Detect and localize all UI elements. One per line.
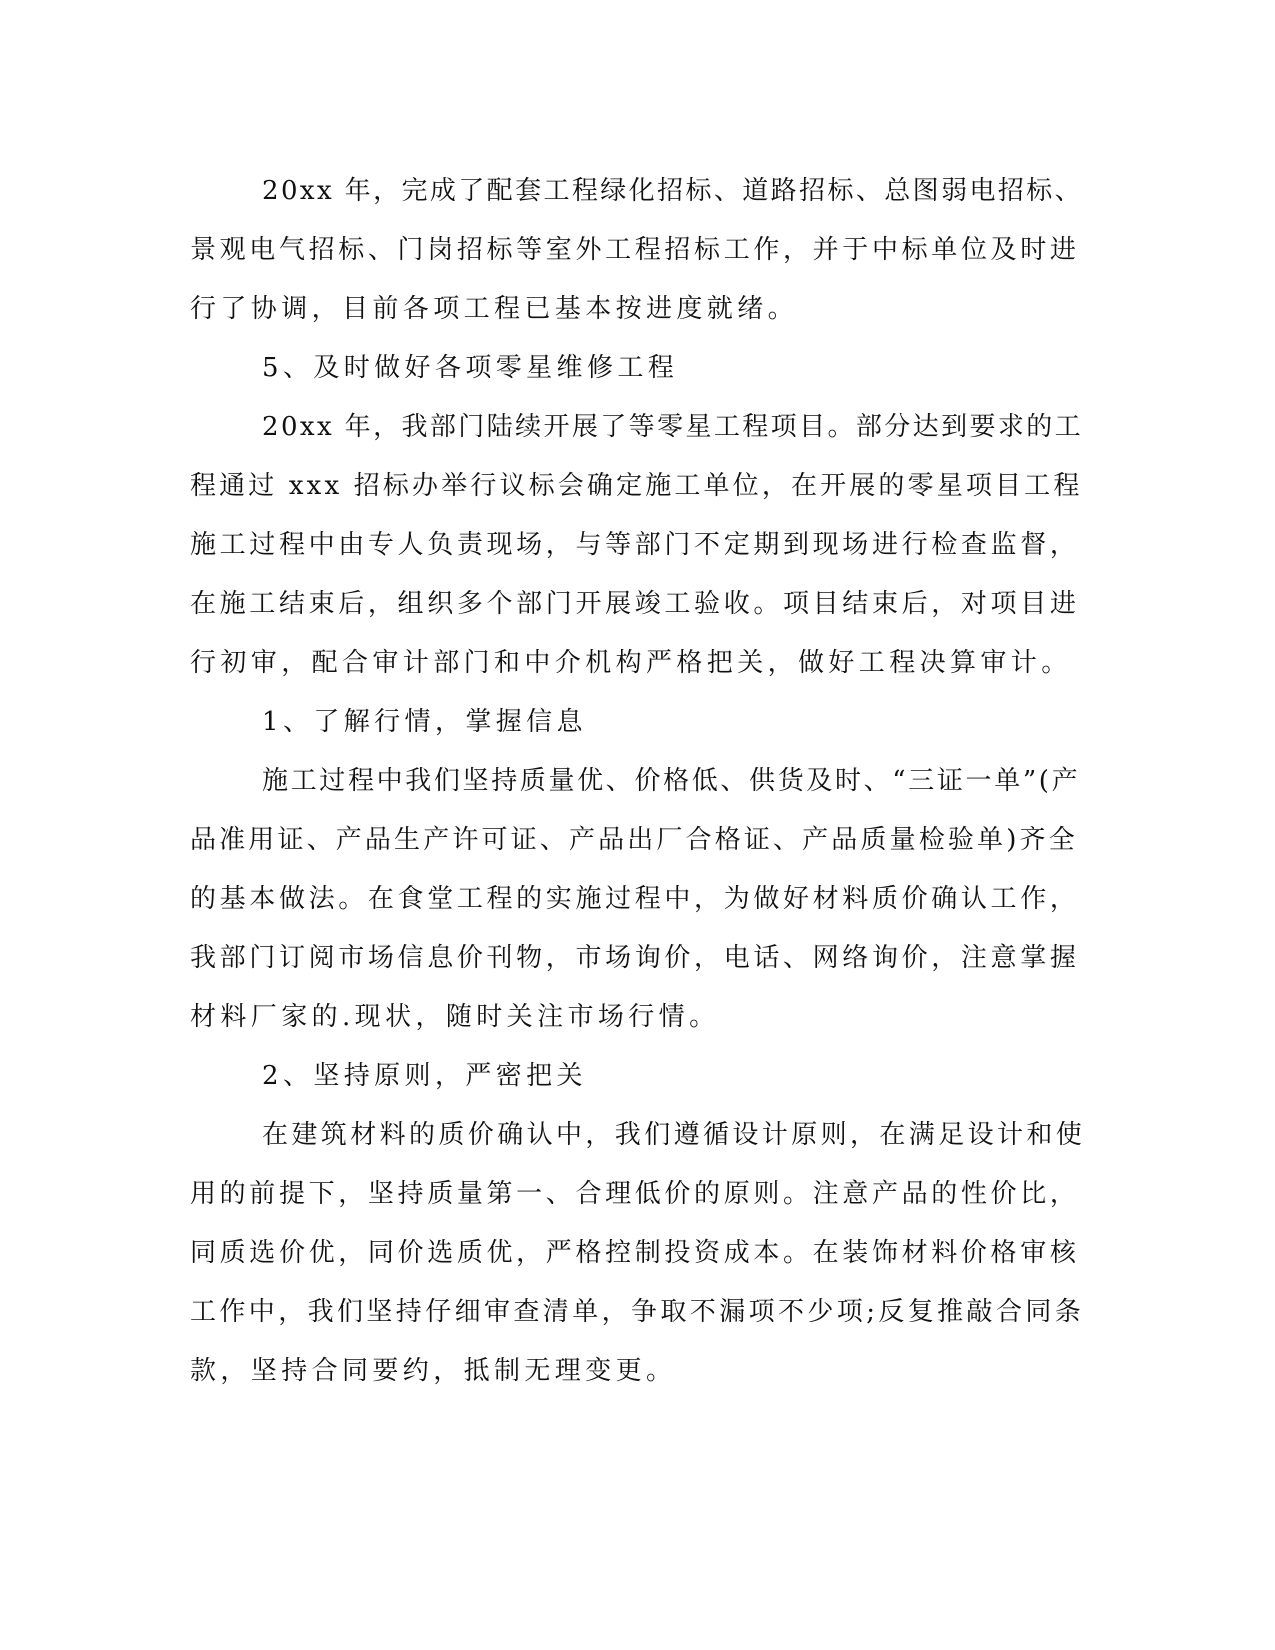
text-line: 20xx 年，我部门陆续开展了等零星工程项目。部分达到要求的工 <box>262 412 1084 442</box>
section-heading: 2、坚持原则，严密把关 <box>262 1061 587 1091</box>
text-line: 施工过程中由专人负责现场，与等部门不定期到现场进行检查监督， <box>190 530 1080 560</box>
text-line: 施工过程中我们坚持质量优、价格低、供货及时、“三证一单”(产 <box>262 766 1081 796</box>
text-line: 景观电气招标、门岗招标等室外工程招标工作，并于中标单位及时进 <box>190 235 1080 265</box>
text-line: 程通过 xxx 招标办举行议标会确定施工单位，在开展的零星项目工程 <box>190 471 1083 501</box>
text-line: 同质选价优，同价选质优，严格控制投资成本。在装饰材料价格审核 <box>190 1238 1080 1268</box>
text-line: 行初审，配合审计部门和中介机构严格把关，做好工程决算审计。 <box>190 648 1072 678</box>
text-line: 的基本做法。在食堂工程的实施过程中，为做好材料质价确认工作， <box>190 884 1080 914</box>
text-line: 材料厂家的.现状，随时关注市场行情。 <box>190 1002 720 1032</box>
text-line: 品准用证、产品生产许可证、产品出厂合格证、产品质量检验单)齐全 <box>190 825 1078 855</box>
section-heading: 5、及时做好各项零星维修工程 <box>262 353 679 383</box>
document-body <box>190 162 1085 1401</box>
text-line: 款，坚持合同要约，抵制无理变更。 <box>190 1356 677 1386</box>
text-line: 在施工结束后，组织多个部门开展竣工验收。项目结束后，对项目进 <box>190 589 1080 619</box>
text-line: 我部门订阅市场信息价刊物，市场询价，电话、网络询价，注意掌握 <box>190 943 1080 973</box>
text-line: 在建筑材料的质价确认中，我们遵循设计原则，在满足设计和使 <box>262 1120 1086 1150</box>
section-heading: 1、了解行情，掌握信息 <box>262 707 587 737</box>
text-line: 20xx 年，完成了配套工程绿化招标、道路招标、总图弱电招标、 <box>262 176 1084 206</box>
text-line: 用的前提下，坚持质量第一、合理低价的原则。注意产品的性价比， <box>190 1179 1080 1209</box>
text-line: 工作中，我们坚持仔细审查清单，争取不漏项不少项;反复推敲合同条 <box>190 1297 1085 1327</box>
text-line: 行了协调，目前各项工程已基本按进度就绪。 <box>190 294 799 324</box>
